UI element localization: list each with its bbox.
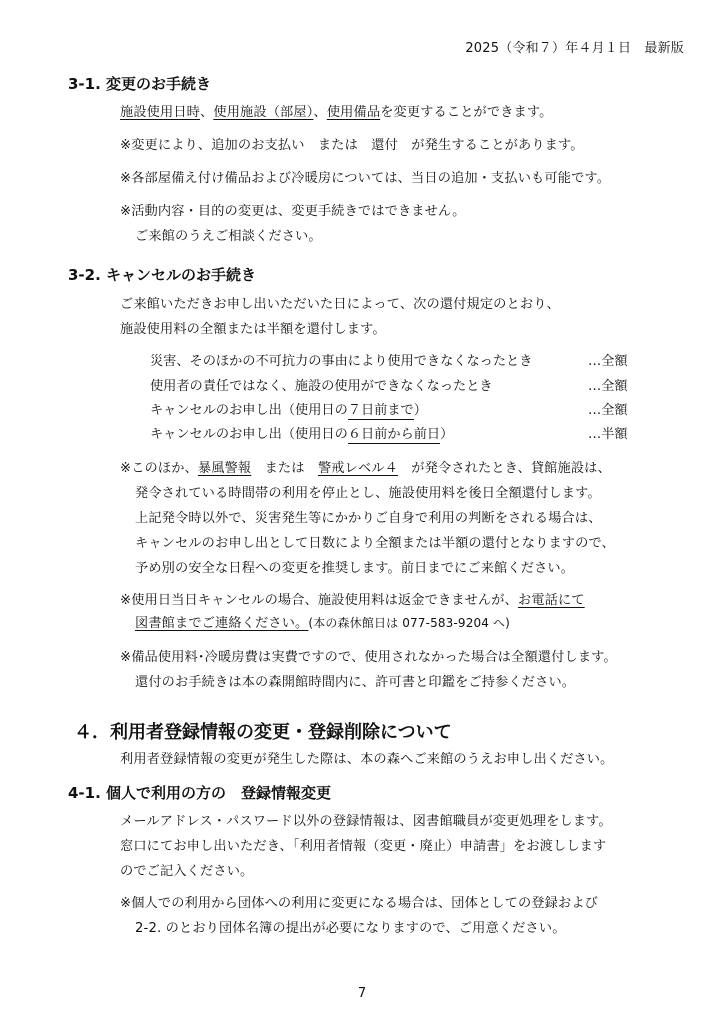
refund-rule-amount: …全額 xyxy=(588,403,628,418)
section-4-title: ４．利用者登録情報の変更・登録削除について xyxy=(74,722,452,743)
alert-level-term: 警戒レベル４ xyxy=(317,461,398,476)
section-3-1-note-payment: ※変更により、追加のお支払い または 還付 が発生することがあります。 xyxy=(120,138,584,153)
storm-note-line1: ※このほか、暴風警報 または 警戒レベル４ が発令されたとき、貸館施設は、 xyxy=(120,461,611,476)
section-3-2-title: 3-2. キャンセルのお手続き xyxy=(68,266,257,284)
storm-warning-term: 暴風警報 xyxy=(197,461,252,476)
section-4-1-title: 4-1. 個人で利用の方の 登録情報変更 xyxy=(68,784,332,802)
section-4-intro: 利用者登録情報の変更が発生した際は、本の森へご来館のうえお申し出ください。 xyxy=(120,752,614,767)
page-number: 7 xyxy=(357,986,367,1001)
section-3-1-intro: 施設使用日時、使用施設（部屋）、使用備品を変更することができます。 xyxy=(120,105,553,120)
section-4-1-note-line2: 2-2. のとおり団体名簿の提出が必要になりますので、ご用意ください。 xyxy=(135,921,566,936)
same-day-note-line1: ※使用日当日キャンセルの場合、施設使用料は返金できませんが、お電話にて xyxy=(120,593,585,608)
refund-rule-amount: …全額 xyxy=(588,354,628,369)
refund-rule-reason: 使用者の責任ではなく、施設の使用ができなくなったとき xyxy=(150,379,493,394)
section-3-1-note-purpose-cont: ご来館のうえご相談ください。 xyxy=(135,229,322,244)
storm-note-line2: 発令されている時間帯の利用を停止とし、施設使用料を後日全額還付します。 xyxy=(135,486,601,501)
section-3-1-note-equipment: ※各部屋備え付け備品および冷暖房については、当日の追加・支払いも可能です。 xyxy=(120,171,611,186)
deadline-7-days: ７日前まで xyxy=(347,403,414,418)
refund-rule-amount: …半額 xyxy=(588,427,628,442)
section-3-1-title: 3-1. 変更のお手続き xyxy=(68,75,212,93)
change-item-facility: 使用施設（部屋） xyxy=(213,105,314,120)
section-4-1-note-line1: ※個人での利用から団体への利用に変更になる場合は、団体としての登録および xyxy=(120,896,599,911)
refund-rule-reason: 災害、そのほかの不可抗力の事由により使用できなくなったとき xyxy=(150,354,533,369)
equipment-refund-note-line2: 還付のお手続きは本の森開館時間内に、許可書と印鑑をご持参ください。 xyxy=(135,675,576,690)
library-contact-emphasis: 図書館までご連絡ください。 xyxy=(135,616,309,631)
storm-note-line4: キャンセルのお申し出として日数により全額または半額の還付となりますので、 xyxy=(135,536,615,551)
section-3-2-intro-line1: ご来館いただきお申し出いただいた日によって、次の還付規定のとおり、 xyxy=(120,297,560,312)
deadline-6-days: ６日前から前日 xyxy=(347,427,441,442)
phone-contact-emphasis: お電話にて xyxy=(517,593,585,608)
closed-day-phone: (本の森休館日は 077-583-9204 へ) xyxy=(308,616,510,630)
refund-rule-reason: キャンセルのお申し出（使用日の７日前まで） xyxy=(150,403,427,418)
refund-rule-amount: …全額 xyxy=(588,379,628,394)
storm-note-line5: 予め別の安全な日程への変更を推奨します。前日までにご来館ください。 xyxy=(135,561,575,576)
refund-rule-reason: キャンセルのお申し出（使用日の６日前から前日） xyxy=(150,427,454,442)
section-4-1-line1: メールアドレス・パスワード以外の登録情報は、図書館職員が変更処理をします。 xyxy=(120,814,612,829)
revision-date: 2025（令和７）年４月１日 最新版 xyxy=(465,41,684,56)
section-4-1-line2: 窓口にてお申し出いただき、「利用者情報（変更・廃止）申請書」をお渡しします xyxy=(120,839,607,854)
change-item-datetime: 施設使用日時 xyxy=(120,105,201,120)
same-day-note-line2 xyxy=(135,612,510,631)
section-3-2-intro-line2: 施設使用料の全額または半額を還付します。 xyxy=(120,322,386,337)
section-4-1-line3: のでご記入ください。 xyxy=(120,864,254,879)
equipment-refund-note-line1: ※備品使用料･冷暖房費は実費ですので、使用されなかった場合は全額還付します。 xyxy=(120,650,617,665)
section-3-1-note-purpose: ※活動内容・目的の変更は、変更手続きではできません。 xyxy=(120,204,466,219)
change-item-equipment: 使用備品 xyxy=(326,105,381,120)
storm-note-line3: 上記発令時以外で、災害発生等にかかりご自身で利用の判断をされる場合は、 xyxy=(135,511,602,526)
